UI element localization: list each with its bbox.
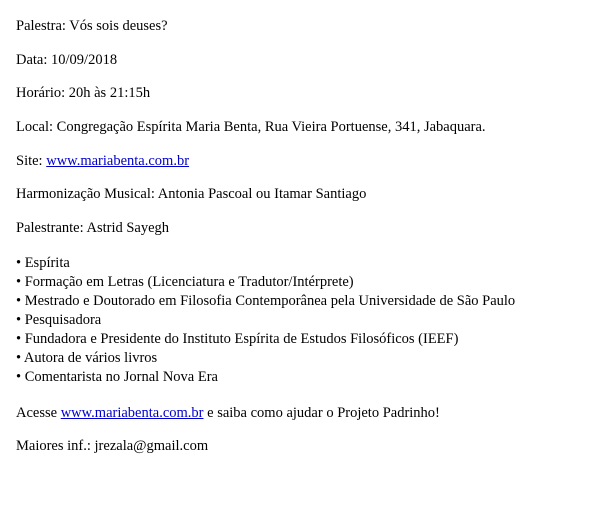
time-line xyxy=(16,85,592,102)
website-link[interactable]: www.mariabenta.com.br xyxy=(46,152,190,169)
location-line xyxy=(16,119,592,136)
time-text: Horário: 20h às 21:15h xyxy=(16,85,151,102)
lecture-title-line xyxy=(16,18,592,35)
call-to-action-prefix: Acesse xyxy=(16,404,61,421)
date-text: Data: 10/09/2018 xyxy=(16,51,118,68)
date-line xyxy=(16,52,592,69)
website-line xyxy=(16,153,592,170)
list-item: • Autora de vários livros xyxy=(16,350,158,367)
call-to-action-suffix: e saiba como ajudar o Projeto Padrinho! xyxy=(203,404,440,421)
contact-text: Maiores inf.: jrezala@gmail.com xyxy=(16,438,209,455)
lecture-title-text: Palestra: Vós sois deuses? xyxy=(16,18,168,34)
list-item: • Comentarista no Jornal Nova Era xyxy=(16,369,218,386)
location-text: Local: Congregação Espírita Maria Benta, Rua Vieira Portuense, 341, Jabaquara. xyxy=(16,119,486,136)
music-text: Harmonização Musical: Antonia Pascoal ou Itamar Santiago xyxy=(16,186,367,203)
speaker-text: Palestrante: Astrid Sayegh xyxy=(16,220,170,237)
contact-line xyxy=(16,438,592,455)
list-item: • Formação em Letras (Licenciatura e Tradutor/Intérprete) xyxy=(16,273,354,290)
music-line xyxy=(16,186,592,203)
speaker-credentials-list xyxy=(16,254,592,388)
call-to-action-link[interactable]: www.mariabenta.com.br xyxy=(60,404,204,421)
list-item: • Espírita xyxy=(16,254,70,271)
list-item: • Pesquisadora xyxy=(16,312,102,329)
website-label: Site: xyxy=(16,152,47,169)
list-item: • Mestrado e Doutorado em Filosofia Contemporânea pela Universidade de São Paulo xyxy=(16,292,516,309)
list-item: • Fundadora e Presidente do Instituto Espírita de Estudos Filosóficos (IEEF) xyxy=(16,331,459,348)
call-to-action-line xyxy=(16,405,592,422)
speaker-line xyxy=(16,220,592,237)
